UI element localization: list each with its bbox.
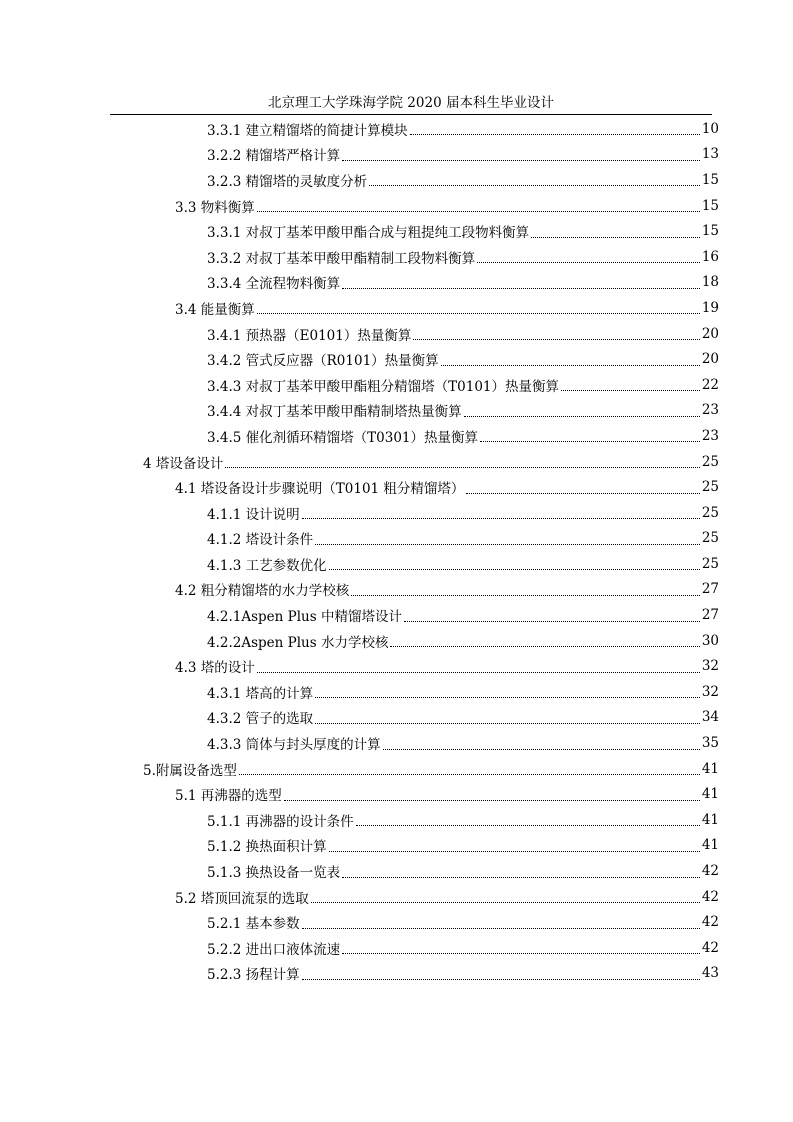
toc-entry-page-number: 25 — [701, 530, 719, 547]
toc-dot-leader — [356, 825, 700, 826]
toc-dot-leader — [342, 877, 700, 878]
toc-entry-label: 3.3.2 对叔丁基苯甲酸甲酯精制工段物料衡算 — [207, 250, 476, 267]
toc-entry[interactable] — [0, 526, 793, 552]
toc-entry-label: 3.4.4 对叔丁基苯甲酸甲酯精制塔热量衡算 — [207, 404, 462, 421]
toc-entry[interactable] — [0, 679, 793, 705]
toc-entry[interactable] — [0, 551, 793, 577]
toc-entry-page-number: 42 — [701, 914, 719, 931]
toc-dot-leader — [342, 160, 700, 161]
toc-entry-label: 4.1 塔设备设计步骤说明（T0101 粗分精馏塔） — [175, 481, 465, 498]
toc-entry-page-number: 27 — [701, 607, 719, 624]
toc-entry[interactable] — [0, 833, 793, 859]
toc-entry-label: 3.3.1 对叔丁基苯甲酸甲酯合成与粗提纯工段物料衡算 — [207, 225, 530, 242]
toc-entry-label: 5.2.3 扬程计算 — [207, 967, 300, 984]
toc-entry-label: 4.2 粗分精馏塔的水力学校核 — [175, 583, 350, 600]
toc-entry[interactable] — [0, 781, 793, 807]
toc-entry[interactable] — [0, 858, 793, 884]
toc-entry-label: 5.2.2 进出口液体流速 — [207, 941, 341, 958]
toc-dot-leader — [302, 518, 700, 519]
toc-entry[interactable] — [0, 423, 793, 449]
toc-entry[interactable] — [0, 244, 793, 270]
toc-entry-label: 3.2.3 精馏塔的灵敏度分析 — [207, 173, 368, 190]
toc-entry-label: 5.1.3 换热设备一览表 — [207, 865, 341, 882]
toc-entry-page-number: 41 — [701, 760, 719, 777]
toc-dot-leader — [257, 313, 700, 314]
toc-entry-page-number: 18 — [701, 274, 719, 291]
toc-entry-label: 5.1.2 换热面积计算 — [207, 839, 327, 856]
toc-entry-page-number: 43 — [701, 965, 719, 982]
toc-entry-page-number: 42 — [701, 939, 719, 956]
toc-entry[interactable] — [0, 474, 793, 500]
toc-dot-leader — [239, 774, 700, 775]
toc-dot-leader — [410, 134, 700, 135]
toc-entry[interactable] — [0, 449, 793, 475]
toc-entry-label: 4.1.1 设计说明 — [207, 506, 300, 523]
toc-entry-page-number: 42 — [701, 888, 719, 905]
toc-entry-label: 3.3.1 建立精馏塔的简捷计算模块 — [207, 122, 408, 139]
toc-entry[interactable] — [0, 372, 793, 398]
toc-dot-leader — [315, 697, 700, 698]
toc-entry-page-number: 25 — [701, 504, 719, 521]
toc-entry[interactable] — [0, 167, 793, 193]
toc-entry[interactable] — [0, 730, 793, 756]
toc-entry[interactable] — [0, 577, 793, 603]
toc-entry-label: 3.4.1 预热器（E0101）热量衡算 — [207, 327, 412, 344]
toc-entry-label: 4.3.2 管子的选取 — [207, 711, 314, 728]
toc-entry-page-number: 23 — [701, 402, 719, 419]
toc-dot-leader — [257, 211, 700, 212]
toc-entry[interactable] — [0, 500, 793, 526]
toc-entry-label: 4.2.1Aspen Plus 中精馏塔设计 — [207, 609, 402, 626]
toc-dot-leader — [413, 339, 699, 340]
toc-dot-leader — [466, 493, 699, 494]
toc-entry[interactable] — [0, 295, 793, 321]
toc-entry-page-number: 25 — [701, 479, 719, 496]
toc-entry[interactable] — [0, 935, 793, 961]
toc-dot-leader — [342, 953, 700, 954]
toc-entry-page-number: 20 — [701, 351, 719, 368]
toc-entry-label: 5.2.1 基本参数 — [207, 916, 300, 933]
toc-entry-page-number: 22 — [701, 376, 719, 393]
toc-entry-page-number: 41 — [701, 811, 719, 828]
toc-entry[interactable] — [0, 270, 793, 296]
toc-dot-leader — [311, 902, 700, 903]
toc-entry-page-number: 42 — [701, 863, 719, 880]
toc-entry-page-number: 20 — [701, 325, 719, 342]
toc-entry[interactable] — [0, 628, 793, 654]
toc-dot-leader — [302, 979, 700, 980]
toc-entry-page-number: 15 — [701, 171, 719, 188]
toc-entry-label: 4 塔设备设计 — [143, 455, 224, 472]
toc-entry-page-number: 35 — [701, 735, 719, 752]
toc-entry-page-number: 15 — [701, 197, 719, 214]
toc-entry[interactable] — [0, 961, 793, 987]
toc-entry-page-number: 41 — [701, 786, 719, 803]
toc-entry-page-number: 25 — [701, 555, 719, 572]
toc-entry-page-number: 19 — [701, 299, 719, 316]
toc-dot-leader — [383, 749, 700, 750]
toc-dot-leader — [225, 467, 699, 468]
toc-entry-page-number: 15 — [701, 223, 719, 240]
toc-entry[interactable] — [0, 705, 793, 731]
toc-entry[interactable] — [0, 398, 793, 424]
toc-entry-label: 3.3 物料衡算 — [175, 199, 255, 216]
toc-entry-label: 4.3.3 筒体与封头厚度的计算 — [207, 737, 381, 754]
toc-entry-label: 5.2 塔顶回流泵的选取 — [175, 890, 309, 907]
toc-entry-label: 5.1 再沸器的选型 — [175, 788, 282, 805]
toc-entry-label: 3.4 能量衡算 — [175, 301, 255, 318]
toc-entry-label: 4.3.1 塔高的计算 — [207, 685, 314, 702]
toc-entry-label: 4.1.2 塔设计条件 — [207, 532, 314, 549]
toc-dot-leader — [480, 441, 700, 442]
toc-dot-leader — [329, 569, 700, 570]
toc-entry-page-number: 41 — [701, 837, 719, 854]
toc-dot-leader — [464, 416, 700, 417]
toc-entry-page-number: 32 — [701, 683, 719, 700]
toc-entry-page-number: 34 — [701, 709, 719, 726]
toc-entry-label: 3.3.4 全流程物料衡算 — [207, 276, 341, 293]
toc-entry-page-number: 23 — [701, 427, 719, 444]
toc-entry-label: 4.1.3 工艺参数优化 — [207, 557, 327, 574]
toc-dot-leader — [369, 185, 700, 186]
toc-dot-leader — [329, 851, 700, 852]
toc-dot-leader — [302, 928, 700, 929]
toc-dot-leader — [390, 646, 699, 647]
toc-dot-leader — [257, 672, 700, 673]
toc-entry-label: 4.3 塔的设计 — [175, 660, 255, 677]
toc-dot-leader — [284, 800, 700, 801]
toc-entry[interactable] — [0, 321, 793, 347]
toc-dot-leader — [351, 595, 700, 596]
table-of-contents — [0, 116, 793, 986]
toc-entry-page-number: 10 — [701, 120, 719, 137]
toc-entry-page-number: 16 — [701, 248, 719, 265]
toc-dot-leader — [561, 390, 700, 391]
toc-entry[interactable] — [0, 346, 793, 372]
toc-entry-page-number: 25 — [701, 453, 719, 470]
toc-dot-leader — [404, 621, 700, 622]
toc-entry[interactable] — [0, 884, 793, 910]
toc-entry-label: 5.1.1 再沸器的设计条件 — [207, 813, 354, 830]
toc-entry-label: 5.附属设备选型 — [143, 762, 237, 779]
toc-dot-leader — [342, 288, 700, 289]
toc-dot-leader — [531, 237, 700, 238]
toc-entry-label: 4.2.2Aspen Plus 水力学校核 — [207, 634, 389, 651]
toc-dot-leader — [315, 544, 700, 545]
toc-entry-label: 3.4.5 催化剂循环精馏塔（T0301）热量衡算 — [207, 429, 479, 446]
toc-entry-page-number: 30 — [701, 632, 719, 649]
toc-entry-page-number: 32 — [701, 658, 719, 675]
toc-entry[interactable] — [0, 909, 793, 935]
header-rule — [110, 114, 712, 115]
toc-entry[interactable] — [0, 218, 793, 244]
toc-entry[interactable] — [0, 142, 793, 168]
toc-entry-label: 3.4.3 对叔丁基苯甲酸甲酯粗分精馏塔（T0101）热量衡算 — [207, 378, 560, 395]
toc-entry-label: 3.2.2 精馏塔严格计算 — [207, 148, 341, 165]
toc-entry[interactable] — [0, 756, 793, 782]
toc-dot-leader — [315, 723, 700, 724]
toc-entry[interactable] — [0, 116, 793, 142]
toc-entry[interactable] — [0, 193, 793, 219]
running-header: 北京理工大学珠海学院 2020 届本科生毕业设计 — [268, 95, 554, 111]
toc-entry[interactable] — [0, 807, 793, 833]
toc-dot-leader — [477, 262, 700, 263]
toc-entry[interactable] — [0, 602, 793, 628]
toc-entry-page-number: 27 — [701, 581, 719, 598]
toc-dot-leader — [441, 365, 700, 366]
toc-entry-page-number: 13 — [701, 146, 719, 163]
toc-entry-label: 3.4.2 管式反应器（R0101）热量衡算 — [207, 353, 439, 370]
toc-entry[interactable] — [0, 653, 793, 679]
